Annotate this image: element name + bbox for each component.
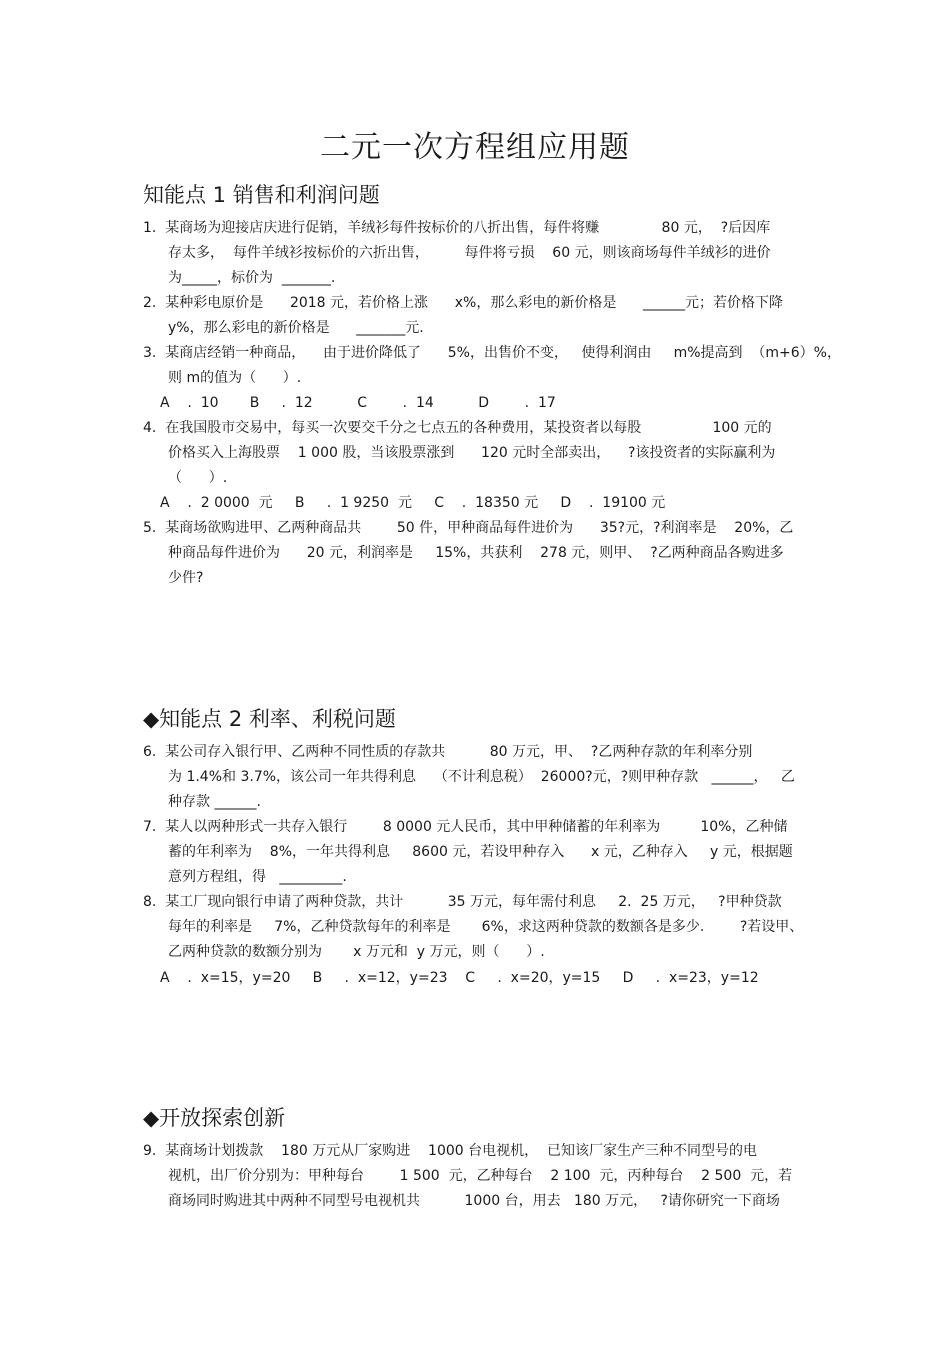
section-heading-2: ◆知能点 2 利率、利税问题	[143, 707, 396, 731]
question-6-line-1: 6. 某公司存入银行甲、乙两种不同性质的存款共 80 万元，甲、 ?乙两种存款的年利率分别	[143, 744, 753, 760]
question-3-options: A . 10 B . 12 C . 14 D . 17	[160, 395, 556, 411]
question-3-line-1: 3. 某商店经销一种商品， 由于进价降低了 5%，出售价不变， 使得利润由 m%提高到 （m+6）%，	[143, 345, 841, 361]
question-9-line-2: 视机，出厂价分别为：甲种每台 1 500 元，乙种每台 2 100 元，丙种每台 2 500 元，若	[168, 1168, 793, 1184]
question-1-line-2: 存太多， 每件羊绒衫按标价的六折出售， 每件将亏损 60 元，则该商场每件羊绒衫的进价	[168, 245, 771, 261]
question-2-line-1: 2. 某种彩电原价是 2018 元，若价格上涨 x%，那么彩电的新价格是 ______元；若价格下降	[143, 295, 784, 311]
question-9-line-3: 商场同时购进其中两种不同型号电视机共 1000 台，用去 180 万元， ?请你研究一下商场	[168, 1193, 780, 1209]
question-4-line-1: 4. 在我国股市交易中，每买一次要交千分之七点五的各种费用，某投资者以每股 100 元的	[143, 420, 772, 436]
question-7-line-3: 意列方程组，得 _________.	[168, 869, 347, 885]
question-4-options: A . 2 0000 元 B . 1 9250 元 C . 18350 元 D . 19100 元	[160, 495, 666, 511]
question-4-line-2: 价格买入上海股票 1 000 股，当该股票涨到 120 元时全部卖出， ?该投资者的实际赢利为	[168, 445, 776, 461]
question-8-line-2: 每年的利率是 7%，乙种贷款每年的利率是 6%，求这两种贷款的数额各是多少. ?若设甲、	[168, 919, 804, 935]
question-5-line-3: 少件?	[168, 570, 204, 586]
question-1-line-1: 1. 某商场为迎接店庆进行促销，羊绒衫每件按标价的八折出售，每件将赚 80 元， ?后因库	[143, 220, 771, 236]
question-7-line-2: 蓄的年利率为 8%，一年共得利息 8600 元，若设甲种存入 x 元，乙种存入 y 元，根据题	[168, 844, 793, 860]
question-4-line-3: （ ）.	[168, 470, 228, 486]
question-5-line-2: 种商品每件进价为 20 元，利润率是 15%，共获利 278 元，则甲、 ?乙两种商品各购进多	[168, 545, 784, 561]
question-6-line-2: 为 1.4%和 3.7%，该公司一年共得利息 （不计利息税） 26000?元，?则甲种存款 ______， 乙	[168, 769, 795, 785]
question-1-line-3: 为_____，标价为 _______.	[168, 270, 336, 286]
question-8-line-3: 乙两种贷款的数额分别为 x 万元和 y 万元，则（ ）.	[168, 944, 545, 960]
document-title: 二元一次方程组应用题	[320, 130, 630, 165]
section-heading-3: ◆开放探索创新	[143, 1106, 286, 1130]
question-9-line-1: 9. 某商场计划拨款 180 万元从厂家购进 1000 台电视机， 已知该厂家生产三种不同型号的电	[143, 1143, 758, 1159]
question-8-options: A . x=15，y=20 B . x=12，y=23 C . x=20，y=15 D . x=23，y=12	[160, 970, 759, 986]
question-2-line-2: y%，那么彩电的新价格是 _______元.	[168, 320, 424, 336]
question-3-line-2: 则 m的值为（ ）.	[168, 370, 302, 386]
question-7-line-1: 7. 某人以两种形式一共存入银行 8 0000 元人民币，其中甲种储蓄的年利率为 10%，乙种储	[143, 819, 788, 835]
question-8-line-1: 8. 某工厂现向银行申请了两种贷款，共计 35 万元，每年需付利息 2. 25 万元， ?甲种贷款	[143, 894, 782, 910]
section-heading-1: 知能点 1 销售和利润问题	[143, 183, 380, 207]
question-6-line-3: 种存款 ______.	[168, 794, 261, 810]
question-5-line-1: 5. 某商场欲购进甲、乙两种商品共 50 件，甲种商品每件进价为 35?元，?利润率是 20%，乙	[143, 520, 794, 536]
